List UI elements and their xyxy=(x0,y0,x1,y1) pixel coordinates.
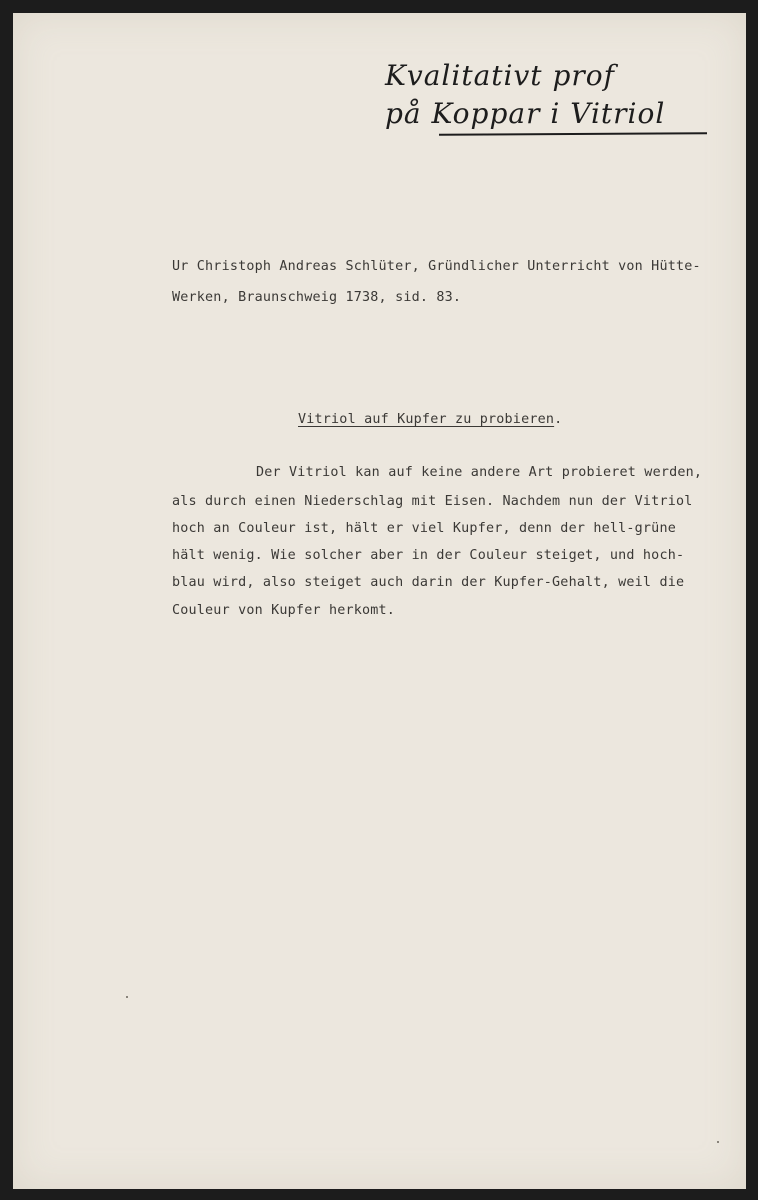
body-line: Couleur von Kupfer herkomt. xyxy=(172,603,396,618)
section-title xyxy=(298,410,562,430)
body-line: als durch einen Niederschlag mit Eisen. Nachdem nun der Vitriol xyxy=(172,494,693,509)
body-line: Der Vitriol kan auf keine andere Art probieret werden, xyxy=(256,465,703,480)
section-title-text: Vitriol auf Kupfer zu probieren xyxy=(298,412,555,427)
handwritten-note-line-2: på Koppar i Vitriol xyxy=(385,97,666,130)
source-citation-line-2: Werken, Braunschweig 1738, sid. 83. xyxy=(172,290,462,305)
document-page xyxy=(13,13,746,1189)
body-line: blau wird, also steiget auch darin der Kupfer-Gehalt, weil die xyxy=(172,575,685,590)
body-line: hält wenig. Wie solcher aber in der Couleur steiget, und hoch- xyxy=(172,548,685,563)
paper-speck xyxy=(717,1141,719,1143)
body-line: hoch an Couleur ist, hält er viel Kupfer, denn der hell-grüne xyxy=(172,521,676,536)
source-citation-line-1: Ur Christoph Andreas Schlüter, Gründlicher Unterricht von Hütte- xyxy=(172,259,701,274)
handwritten-note-line-1: Kvalitativt prof xyxy=(385,59,615,92)
paper-speck xyxy=(126,996,128,998)
handwritten-underline xyxy=(439,132,707,135)
section-title-period: . xyxy=(554,412,563,427)
